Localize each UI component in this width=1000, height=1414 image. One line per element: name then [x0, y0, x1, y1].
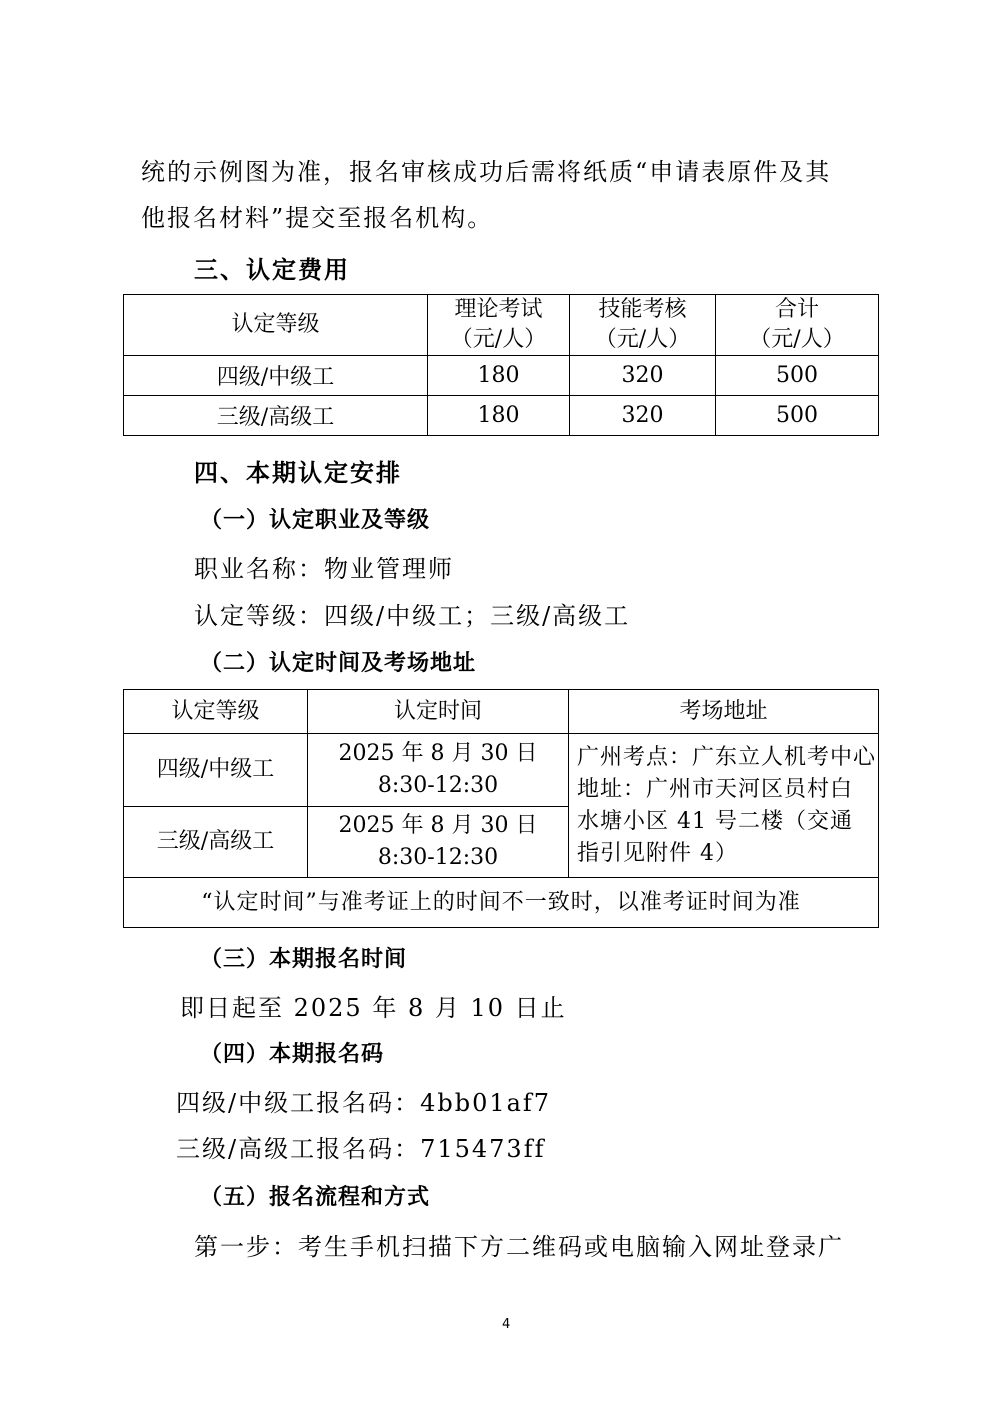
sub3-heading: （三）本期报名时间	[200, 947, 408, 972]
arr-header-level: 认定等级	[124, 690, 308, 734]
table-row	[124, 396, 879, 436]
fee-header-theory: 理论考试 （元/人）	[428, 295, 570, 356]
arr-cell-level: 三级/高级工	[124, 807, 308, 878]
table-row	[124, 356, 879, 396]
step-1-text: 第一步：考生手机扫描下方二维码或电脑输入网址登录广	[194, 1233, 844, 1261]
fee-cell-level: 三级/高级工	[124, 396, 428, 436]
sub2-heading: （二）认定时间及考场地址	[200, 651, 477, 676]
fee-cell-level: 四级/中级工	[124, 356, 428, 396]
arr-cell-time: 2025 年 8 月 30 日 8:30-12:30	[308, 734, 569, 807]
registration-period: 即日起至 2025 年 8 月 10 日止	[180, 994, 567, 1022]
fee-table-header-row	[124, 295, 879, 356]
fee-header-skill: 技能考核 （元/人）	[570, 295, 716, 356]
fee-cell-total: 500	[716, 356, 879, 396]
section-3-heading: 三、认定费用	[194, 256, 350, 284]
registration-code-level3: 三级/高级工报名码：715473ff	[176, 1135, 546, 1163]
arr-cell-level: 四级/中级工	[124, 734, 308, 807]
table-row	[124, 878, 879, 928]
arr-cell-time: 2025 年 8 月 30 日 8:30-12:30	[308, 807, 569, 878]
fee-cell-total: 500	[716, 396, 879, 436]
fee-header-total: 合计 （元/人）	[716, 295, 879, 356]
arr-header-time: 认定时间	[308, 690, 569, 734]
occupation-text: 职业名称：物业管理师	[194, 555, 454, 583]
sub5-heading: （五）报名流程和方式	[200, 1185, 431, 1210]
intro-line-1: 统的示例图为准，报名审核成功后需将纸质“申请表原件及其	[141, 158, 832, 186]
arr-note: “认定时间”与准考证上的时间不一致时，以准考证时间为准	[124, 878, 879, 928]
fee-cell-skill: 320	[570, 396, 716, 436]
fee-table	[123, 294, 879, 436]
fee-cell-theory: 180	[428, 396, 570, 436]
sub1-heading: （一）认定职业及等级	[200, 508, 431, 533]
fee-header-level: 认定等级	[124, 295, 428, 356]
intro-line-2: 他报名材料”提交至报名机构。	[141, 204, 494, 232]
fee-cell-theory: 180	[428, 356, 570, 396]
arrangement-header-row	[124, 690, 879, 734]
fee-cell-skill: 320	[570, 356, 716, 396]
sub4-heading: （四）本期报名码	[200, 1042, 385, 1067]
table-row	[124, 734, 879, 807]
levels-text: 认定等级：四级/中级工；三级/高级工	[194, 602, 631, 630]
registration-code-level4: 四级/中级工报名码：4bb01af7	[176, 1089, 552, 1117]
section-4-heading: 四、本期认定安排	[194, 459, 402, 487]
page-number: 4	[502, 1317, 511, 1332]
arr-header-address: 考场地址	[569, 690, 879, 734]
arrangement-table	[123, 689, 879, 928]
arr-cell-address: 广州考点：广东立人机考中心 地址：广州市天河区员村白 水塘小区 41 号二楼（交通 指引见附件 4）	[569, 734, 879, 878]
